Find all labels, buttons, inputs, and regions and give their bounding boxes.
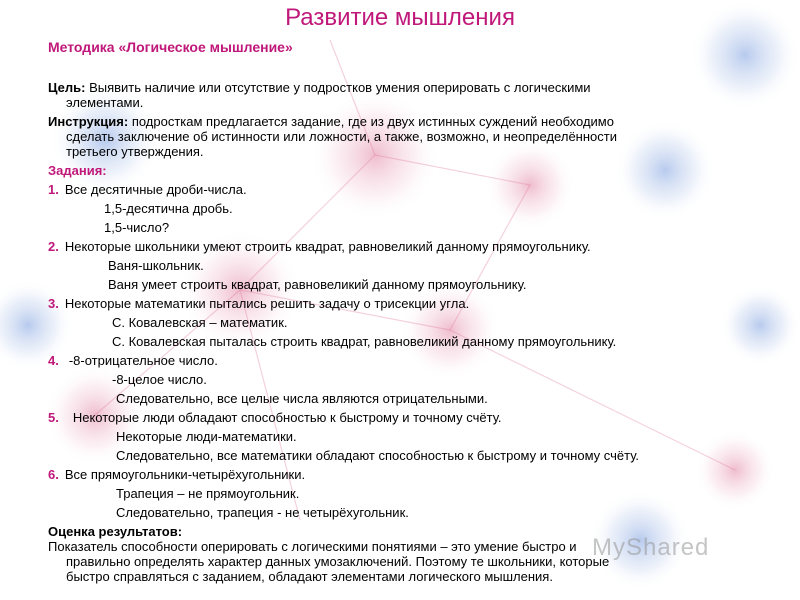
task-line [48,239,768,258]
instruction-label: Инструкция: [48,114,129,129]
task-conclusion: Следовательно, все математики обладают способностью к быстрому и точному счёту. [116,448,640,463]
evaluation-heading: Оценка результатов: [48,524,183,539]
task-premise: -8-целое число. [112,372,207,387]
task-conclusion: С. Ковалевская пыталась строить квадрат, равновеликий данному прямоугольнику. [112,334,617,349]
task-number: 5. [48,410,59,425]
instruction-text-cont: сделать заключение об истинности или ложности, а также, возможно, и неопределённости [66,129,617,144]
task-line [48,315,768,334]
task-line [48,429,768,448]
task-number: 3. [48,296,59,311]
task-number: 1. [48,182,59,197]
task-premise: Некоторые математики пытались решить задачу о трисекции угла. [64,296,470,311]
task-line [48,334,768,353]
task-premise: Все десятичные дроби-числа. [64,182,247,197]
task-conclusion: Ваня умеет строить квадрат, равновеликий данному прямоугольнику. [108,277,527,292]
task-premise: 1,5-десятична дробь. [104,201,233,216]
task-line [48,372,768,391]
task-conclusion: Следовательно, все целые числа являются отрицательными. [116,391,488,406]
task-line [48,220,768,239]
task-premise: Все прямоугольники-четырёхугольники. [64,467,306,482]
goal-label: Цель: [48,80,86,95]
task-premise: -8-отрицательное число. [68,353,218,368]
task-premise: Некоторые люди-математики. [116,429,297,444]
slide-content [48,80,768,584]
task-number: 6. [48,467,59,482]
evaluation-text-cont: быстро справляться с заданием, обладают элементами логического мышления. [66,569,553,584]
task-premise: Ваня-школьник. [108,258,204,273]
task-line [48,467,768,486]
task-line [48,296,768,315]
task-line [48,448,768,467]
instruction-text: подросткам предлагается задание, где из двух истинных суждений необходимо [128,114,614,129]
slide-title: Развитие мышления [285,4,515,31]
task-line [48,486,768,505]
tasks-heading: Задания: [48,163,107,178]
task-premise: С. Ковалевская – математик. [112,315,288,330]
instruction-paragraph [48,114,768,159]
task-line [48,391,768,410]
task-line [48,277,768,296]
task-premise: Некоторые люди обладают способностью к быстрому и точному счёту. [72,410,502,425]
task-line [48,410,768,429]
task-line [48,182,768,201]
task-line [48,201,768,220]
task-line [48,258,768,277]
task-line [48,353,768,372]
task-line [48,505,768,524]
watermark-logo: MyShared [592,534,710,561]
goal-text: Выявить наличие или отсутствие у подростков умения оперировать с логическими [85,80,591,95]
instruction-text-cont: третьего утверждения. [66,144,204,159]
slide-subtitle: Методика «Логическое мышление» [48,39,293,55]
task-premise: Некоторые школьники умеют строить квадрат, равновеликий данному прямоугольнику. [64,239,591,254]
task-premise: Трапеция – не прямоугольник. [116,486,300,501]
task-conclusion: 1,5-число? [104,220,170,235]
task-conclusion: Следовательно, трапеция - не четырёхугольник. [116,505,409,520]
evaluation-text: Показатель способности оперировать с логическими понятиями – это умение быстро и [48,539,577,554]
goal-text-cont: элементами. [66,95,144,110]
task-number: 2. [48,239,59,254]
task-number: 4. [48,353,59,368]
goal-paragraph [48,80,768,110]
evaluation-text-cont: правильно определять характер данных умозаключений. Поэтому те школьники, которые [66,554,610,569]
